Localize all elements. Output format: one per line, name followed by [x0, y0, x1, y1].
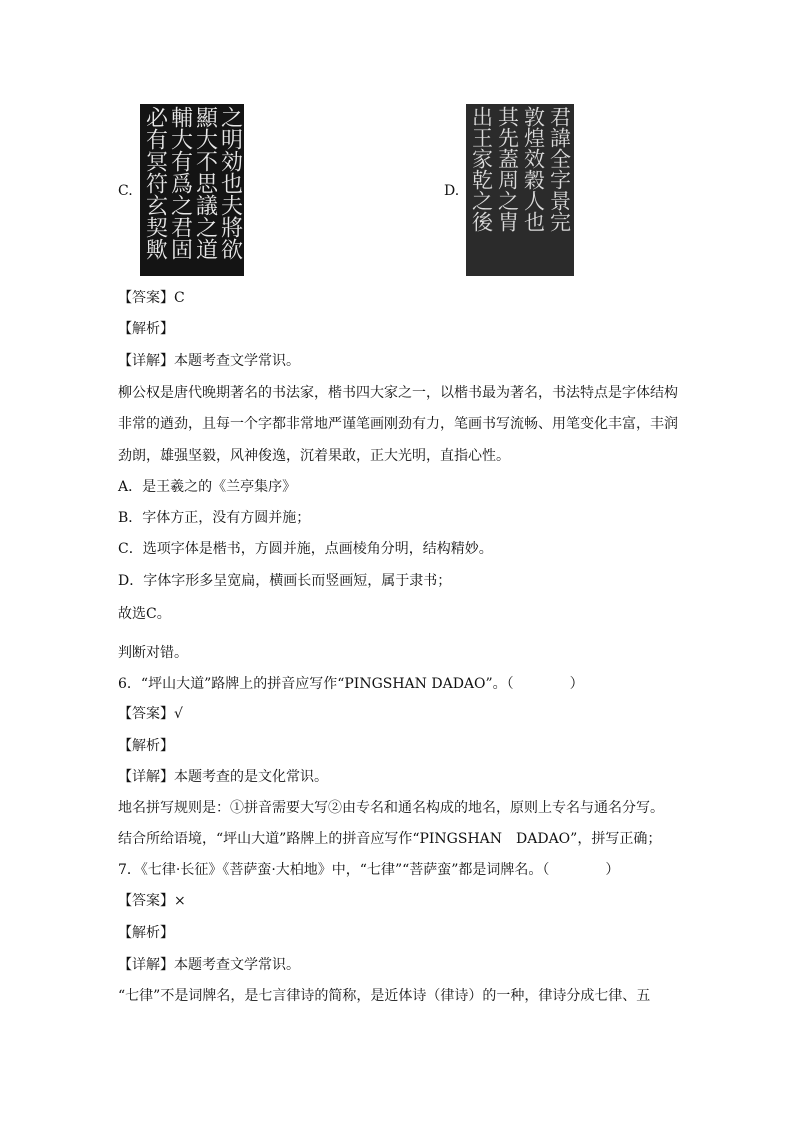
detail-line: 【详解】本题考查文学常识。 [118, 353, 300, 369]
option-explanation: A．是王羲之的《兰亭集序》 [118, 479, 297, 495]
answer-line: 【答案】√ [118, 706, 183, 722]
body-text: 柳公权是唐代晚期著名的书法家，楷书四大家之一，以楷书最为著名，书法特点是字体结构 [118, 385, 678, 401]
calligraphy-column: 必有冥符玄契歟 [142, 106, 168, 260]
conclusion-line: 故选C。 [118, 606, 171, 622]
analysis-heading: 【解析】 [118, 738, 174, 754]
option-c-label: C. [118, 183, 133, 199]
calligraphy-column: 顯大不思議之道 [192, 106, 218, 260]
calligraphy-column: 敦煌效穀人也 [521, 106, 546, 232]
body-text: “七律”不是词牌名，是七言律诗的简称，是近体诗（律诗）的一种，律诗分成七律、五 [118, 988, 651, 1004]
calligraphy-column: 君諱全字景完 [547, 106, 572, 232]
calligraphy-column: 出王家乾之後 [469, 106, 494, 232]
calligraphy-column: 之明効也夫將欲 [217, 106, 243, 260]
body-text: 劲朗，雄强坚毅，风神俊逸，沉着果敢，正大光明，直指心性。 [118, 448, 510, 464]
option-d-calligraphy-image [466, 104, 574, 276]
option-c-calligraphy-image [140, 104, 244, 276]
section-heading: 判断对错。 [118, 645, 188, 661]
body-text: 地名拼写规则是：①拼音需要大写②由专名和通名构成的地名，原则上专名与通名分写。 [118, 800, 664, 816]
detail-line: 【详解】本题考查的是文化常识。 [118, 769, 328, 785]
calligraphy-column: 其先蓋周之胄 [495, 106, 520, 232]
question-7: 7．《七律·长征》《菩萨蛮·大柏地》中，“七律”“菩萨蛮”都是词牌名。（ ） [118, 862, 620, 878]
option-explanation: C．选项字体是楷书，方圆并施，点画棱角分明，结构精妙。 [118, 541, 493, 557]
answer-line: 【答案】× [118, 893, 186, 909]
answer-line: 【答案】C [118, 290, 185, 306]
calligraphy-column: 輔大有爲之君固 [167, 106, 193, 260]
detail-line: 【详解】本题考查文学常识。 [118, 957, 300, 973]
question-6: 6．“坪山大道”路牌上的拼音应写作“PINGSHAN DADAO”。（ ） [118, 676, 584, 692]
option-explanation: B．字体方正，没有方圆并施； [118, 510, 311, 526]
option-explanation: D．字体字形多呈宽扁，横画长而竖画短，属于隶书； [118, 573, 452, 589]
body-text: 非常的遒劲，且每一个字都非常地严谨笔画刚劲有力，笔画书写流畅、用笔变化丰富，丰润 [118, 416, 678, 432]
analysis-heading: 【解析】 [118, 925, 174, 941]
analysis-heading: 【解析】 [118, 321, 174, 337]
body-text: 结合所给语境，“坪山大道”路牌上的拼音应写作“PINGSHAN DADAO”，拼写正确； [118, 831, 662, 847]
option-d-label: D. [444, 183, 460, 199]
